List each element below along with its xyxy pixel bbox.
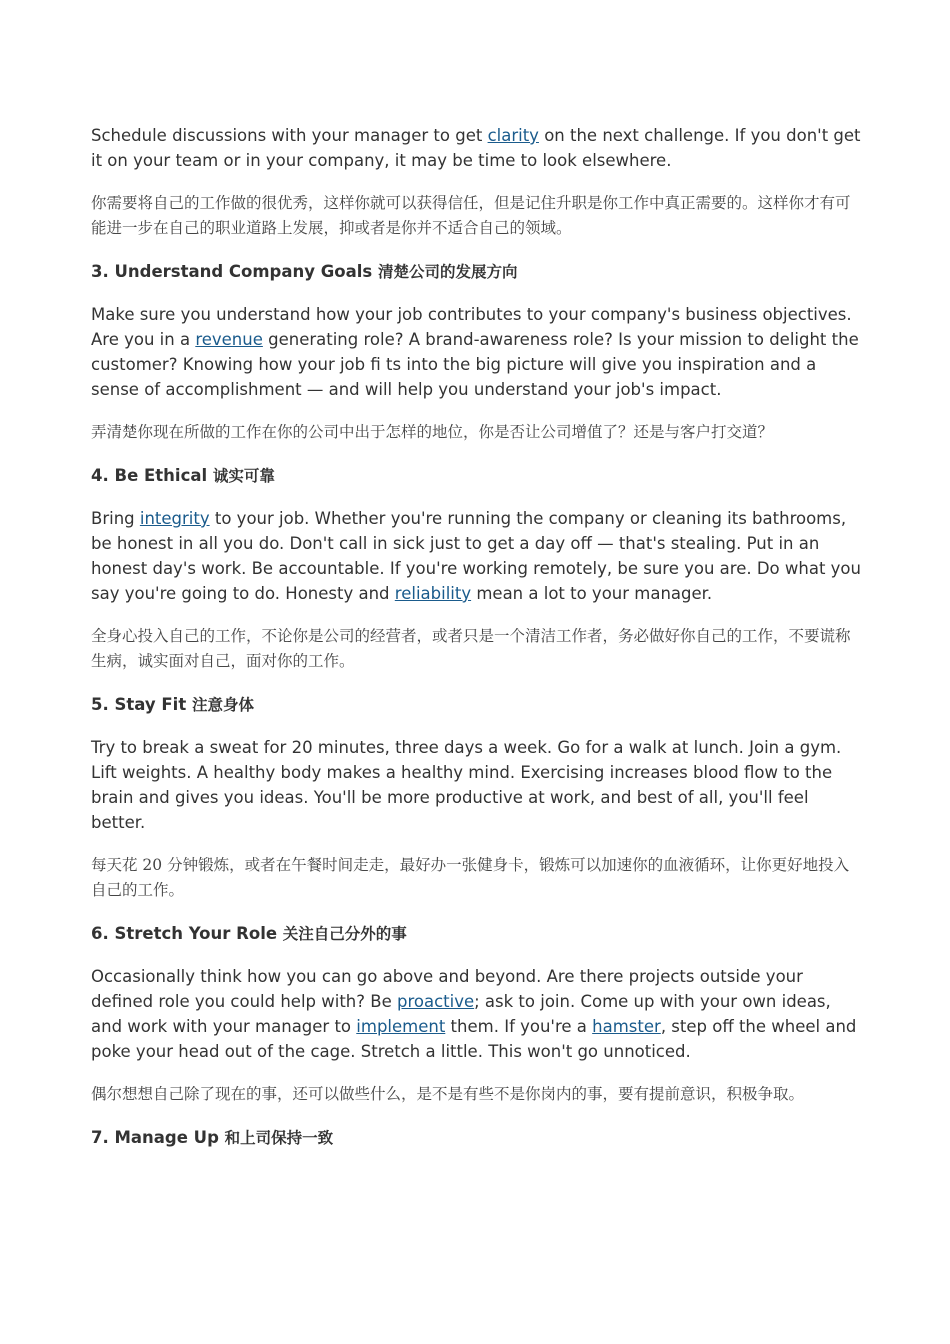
heading-en: 6. Stretch Your Role xyxy=(91,924,278,943)
heading-zh: 关注自己分外的事 xyxy=(282,924,407,943)
heading-zh: 诚实可靠 xyxy=(212,466,275,485)
text-run: mean a lot to your manager. xyxy=(471,584,713,603)
heading-en: 4. Be Ethical xyxy=(91,466,208,485)
link-integrity[interactable]: integrity xyxy=(139,509,210,528)
link-clarity[interactable]: clarity xyxy=(487,126,539,145)
section-heading xyxy=(91,259,861,284)
text-run: Make sure you understand how your job contributes to your company's business objectives. Are you in a xyxy=(91,305,852,349)
section-heading xyxy=(91,1125,861,1150)
paragraph-zh: 全身心投入自己的工作，不论你是公司的经营者，或者只是一个清洁工作者，务必做好你自己的工作，不要谎称生病，诚实面对自己，面对你的工作。 xyxy=(91,627,851,670)
paragraph-zh: 你需要将自己的工作做的很优秀，这样你就可以获得信任，但是记住升职是你工作中真正需要的。这样你才有可能进一步在自己的职业道路上发展，抑或者是你并不适合自己的领域。 xyxy=(91,194,851,237)
text-run: Schedule discussions with your manager to get xyxy=(91,126,488,145)
section-heading xyxy=(91,463,861,488)
text-run: Bring xyxy=(91,509,140,528)
section-heading xyxy=(91,921,861,946)
article-body xyxy=(91,123,861,1168)
section-heading xyxy=(91,692,861,717)
link-reliability[interactable]: reliability xyxy=(394,584,472,603)
link-implement[interactable]: implement xyxy=(356,1017,446,1036)
paragraph-en: Try to break a sweat for 20 minutes, three days a week. Go for a walk at lunch. Join a gym. Lift weights. A healthy body makes a healthy mind. Exercising increases blood flow to the brain and gives you ideas. You'll be more productive at work, and best of all, you'll feel better. xyxy=(91,738,842,832)
paragraph-zh: 偶尔想想自己除了现在的事，还可以做些什么，是不是有些不是你岗内的事，要有提前意识，积极争取。 xyxy=(91,1085,805,1103)
paragraph-en xyxy=(91,302,861,402)
paragraph-zh: 每天花 20 分钟锻炼，或者在午餐时间走走，最好办一张健身卡，锻炼可以加速你的血液循环，让你更好地投入自己的工作。 xyxy=(91,856,850,899)
link-hamster[interactable]: hamster xyxy=(592,1017,661,1036)
paragraph-en xyxy=(91,123,861,173)
link-revenue[interactable]: revenue xyxy=(195,330,263,349)
paragraph-en xyxy=(91,506,861,606)
text-run: generating role? A brand-awareness role? Is your mission to delight the customer? Knowing how your job fi ts into the big picture will give you inspiration and a sense of accomplishment — and will help you understand your job's impact. xyxy=(91,330,859,399)
heading-zh: 清楚公司的发展方向 xyxy=(378,262,518,281)
text-run: them. If you're a xyxy=(445,1017,593,1036)
heading-en: 5. Stay Fit xyxy=(91,695,187,714)
heading-en: 3. Understand Company Goals xyxy=(91,262,373,281)
text-run: to your job. Whether you're running the company or cleaning its bathrooms, be honest in all you do. Don't call in sick just to get a day off — that's stealing. Put in an honest day's work. Be accountable. If you're working remotely, be sure you are. Do what you say you're going to do. Honesty and xyxy=(91,509,861,603)
text-run: , step off the wheel and poke your head out of the cage. Stretch a little. This won't go unnoticed. xyxy=(91,1017,857,1061)
paragraph-en xyxy=(91,964,861,1064)
text-run: on the next challenge. If you don't get it on your team or in your company, it may be time to look elsewhere. xyxy=(91,126,861,170)
text-run: Occasionally think how you can go above and beyond. Are there projects outside your defined role you could help with? Be xyxy=(91,967,803,1011)
text-run: ; ask to join. Come up with your own ideas, and work with your manager to xyxy=(91,992,831,1036)
heading-zh: 和上司保持一致 xyxy=(224,1128,334,1147)
heading-zh: 注意身体 xyxy=(191,695,254,714)
link-proactive[interactable]: proactive xyxy=(396,992,475,1011)
heading-en: 7. Manage Up xyxy=(91,1128,219,1147)
paragraph-zh: 弄清楚你现在所做的工作在你的公司中出于怎样的地位，你是否让公司增值了？还是与客户打交道？ xyxy=(91,423,774,441)
